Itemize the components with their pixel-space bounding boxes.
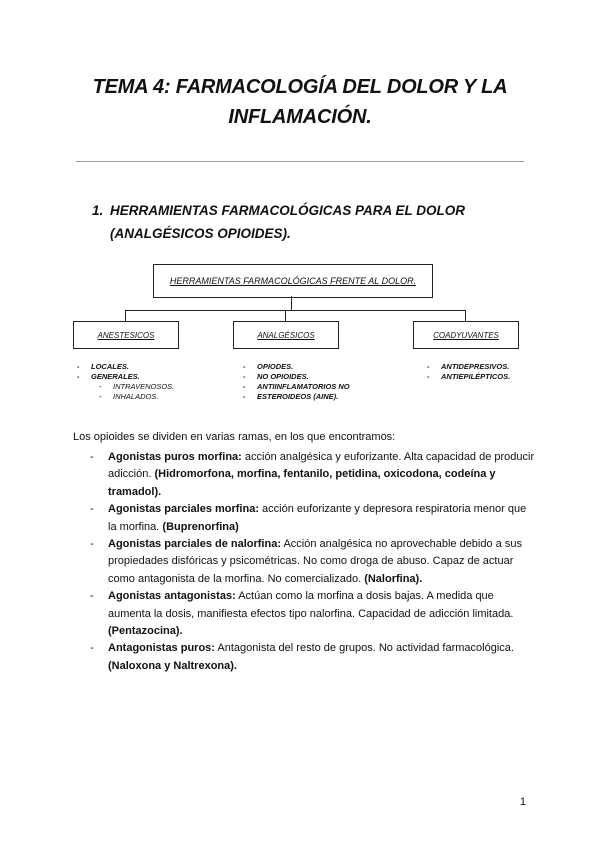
list-item xyxy=(90,640,536,675)
list-item: - LOCALES. xyxy=(77,362,174,372)
analgesicos-label: ANALGÉSICOS xyxy=(257,330,315,340)
opioid-desc: Actúan como la morfina a dosis bajas. A medida que aumenta la dosis, manifiesta efectos tipo nalorfina. Capacidad de adicción limitada. xyxy=(108,590,514,620)
connector-horizontal xyxy=(125,310,466,311)
page-number: 1 xyxy=(519,796,526,808)
connector-vertical-root xyxy=(291,296,292,310)
section-number: 1. xyxy=(92,203,104,218)
opioid-desc: Acción analgésica no aprovechable debido a sus propiedades disfóricas y psicométricas. No como droga de abuso. Capaz de actuar como antagonista de la morfina. No comercializado. xyxy=(108,538,522,585)
diagram-box-analgesicos xyxy=(233,321,339,349)
section-heading-line-1: HERRAMIENTAS FARMACOLÓGICAS PARA EL DOLOR xyxy=(110,203,466,218)
opioid-desc: acción analgésica y euforizante. Alta capacidad de producir adicción. xyxy=(108,451,535,481)
opioid-examples: (Hidromorfona, morfina, fentanilo, petidina, oxicodona, codeína y tramadol). xyxy=(108,468,496,498)
list-item-text: ESTEROIDEOS (AINE). xyxy=(257,392,339,401)
diagram-root-box xyxy=(153,264,433,298)
opioid-name: Agonistas puros morfina: xyxy=(108,451,242,463)
anestesicos-list xyxy=(77,362,174,402)
opioid-examples: (Nalorfina). xyxy=(364,572,423,585)
diagram-box-coadyuvantes xyxy=(413,321,519,349)
opioid-list xyxy=(90,449,536,675)
list-item: - ANTIINFLAMATORIOS NO xyxy=(243,382,350,392)
anestesicos-label: ANESTESICOS xyxy=(97,330,155,340)
list-item xyxy=(90,449,536,501)
opioid-name: Agonistas antagonistas: xyxy=(108,590,236,603)
connector-left xyxy=(125,310,126,321)
list-item-continuation xyxy=(243,392,350,402)
section-heading-line-2: (ANALGÉSICOS OPIOIDES). xyxy=(110,226,291,241)
analgesicos-list xyxy=(243,362,350,402)
opioid-examples: (Naloxona y Naltrexona). xyxy=(108,659,237,672)
title-divider xyxy=(76,161,524,162)
coadyuvantes-list xyxy=(427,362,510,382)
diagram-box-anestesicos xyxy=(73,321,179,349)
diagram-root-label: HERRAMIENTAS FARMACOLÓGICAS FRENTE AL DOLOR. xyxy=(169,276,417,286)
list-item: - ANTIDEPRESIVOS. xyxy=(427,362,510,372)
coadyuvantes-label: COADYUVANTES xyxy=(433,330,499,340)
connector-right xyxy=(465,310,466,321)
list-item: - NO OPIOIDES. xyxy=(243,372,350,382)
opioid-desc: Antagonista del resto de grupos. No actividad farmacológica. xyxy=(214,642,514,655)
list-item xyxy=(90,588,536,640)
title-line-2: INFLAMACIÓN. xyxy=(228,106,372,128)
title-line-1: TEMA 4: FARMACOLOGÍA DEL DOLOR Y LA xyxy=(92,76,508,98)
opioid-name: Agonistas parciales de nalorfina: xyxy=(108,538,281,551)
list-item-nested: - INTRAVENOSOS. xyxy=(77,382,174,392)
list-item: - OPIODES. xyxy=(243,362,350,372)
opioid-examples: (Buprenorfina) xyxy=(162,520,239,533)
opioid-desc: acción euforizante y depresora respiratoria menor que la morfina. xyxy=(108,503,527,533)
page-title xyxy=(40,72,560,132)
section-heading xyxy=(92,199,532,245)
list-item-nested: - INHALADOS. xyxy=(77,392,174,402)
list-item xyxy=(90,501,536,536)
opioid-examples: (Pentazocina). xyxy=(108,625,183,638)
opioid-name: Agonistas parciales morfina: xyxy=(108,503,259,516)
opioid-name: Antagonistas puros: xyxy=(108,642,215,655)
intro-text: Los opioides se dividen en varias ramas, en los que encontramos: xyxy=(73,431,396,443)
list-item: - GENERALES. xyxy=(77,372,174,382)
connector-middle xyxy=(285,310,286,321)
list-item xyxy=(90,536,536,588)
list-item: - ANTIEPILÉPTICOS. xyxy=(427,372,510,382)
